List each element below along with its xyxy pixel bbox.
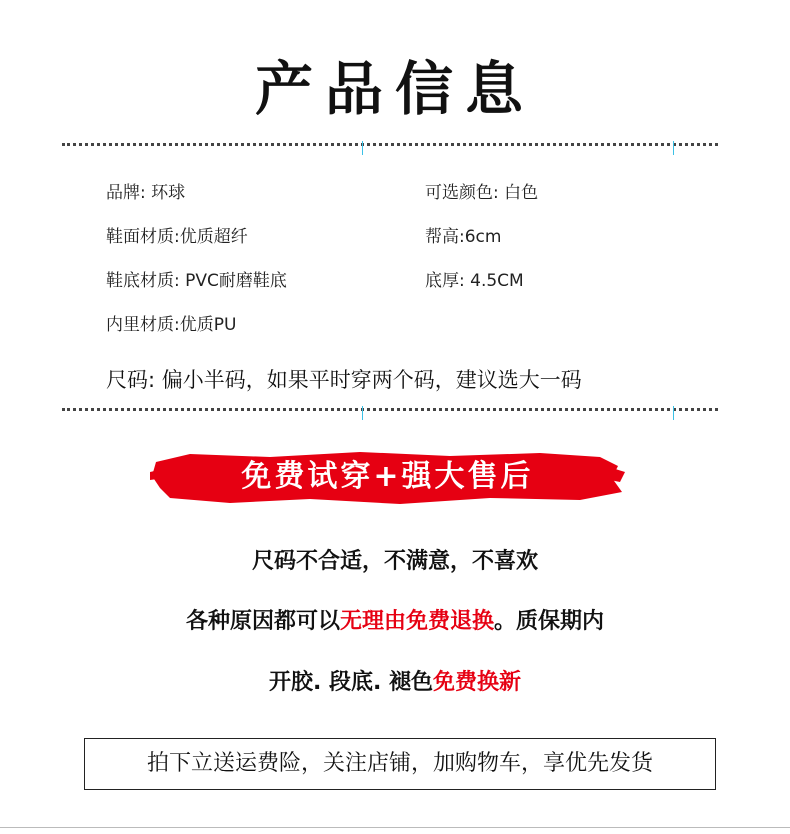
dotted-divider-bottom [62, 408, 718, 411]
spec-sole: 鞋底材质: PVC耐磨鞋底 [106, 271, 287, 291]
spec-heel: 帮高:6cm [425, 227, 502, 247]
promise-line-2-end: 。质保期内 [494, 609, 605, 634]
dotted-divider-top [62, 143, 718, 146]
page-title: 产品信息 [254, 55, 535, 123]
spec-brand: 品牌: 环球 [106, 183, 186, 203]
promise-line-2-highlight: 无理由免费退换 [339, 609, 494, 634]
promise-line-2-start: 各种原因都可以 [185, 609, 340, 634]
spec-lining: 内里材质:优质PU [106, 315, 237, 335]
bottom-divider [0, 827, 790, 828]
promise-line-2 [0, 604, 790, 635]
promise-line-3-highlight: 免费换新 [433, 670, 522, 695]
banner-text: 免费试穿+强大售后 [241, 459, 534, 494]
guide-tick [362, 141, 363, 155]
size-note: 尺码: 偏小半码，如果平时穿两个码，建议选大一码 [106, 368, 582, 392]
spec-color: 可选颜色: 白色 [425, 183, 539, 203]
spec-upper: 鞋面材质:优质超纤 [106, 227, 248, 247]
shipping-perk-box: 拍下立送运费险，关注店铺，加购物车，享优先发货 [84, 738, 716, 790]
promise-line-3-start: 开胶. 段底. 褪色 [268, 670, 434, 695]
guide-tick [673, 141, 674, 155]
guide-tick [673, 406, 674, 420]
guide-tick [362, 406, 363, 420]
promise-line-1: 尺码不合适，不满意，不喜欢 [251, 549, 538, 574]
promise-line-3 [0, 665, 790, 696]
spec-thickness: 底厚: 4.5CM [425, 271, 524, 291]
